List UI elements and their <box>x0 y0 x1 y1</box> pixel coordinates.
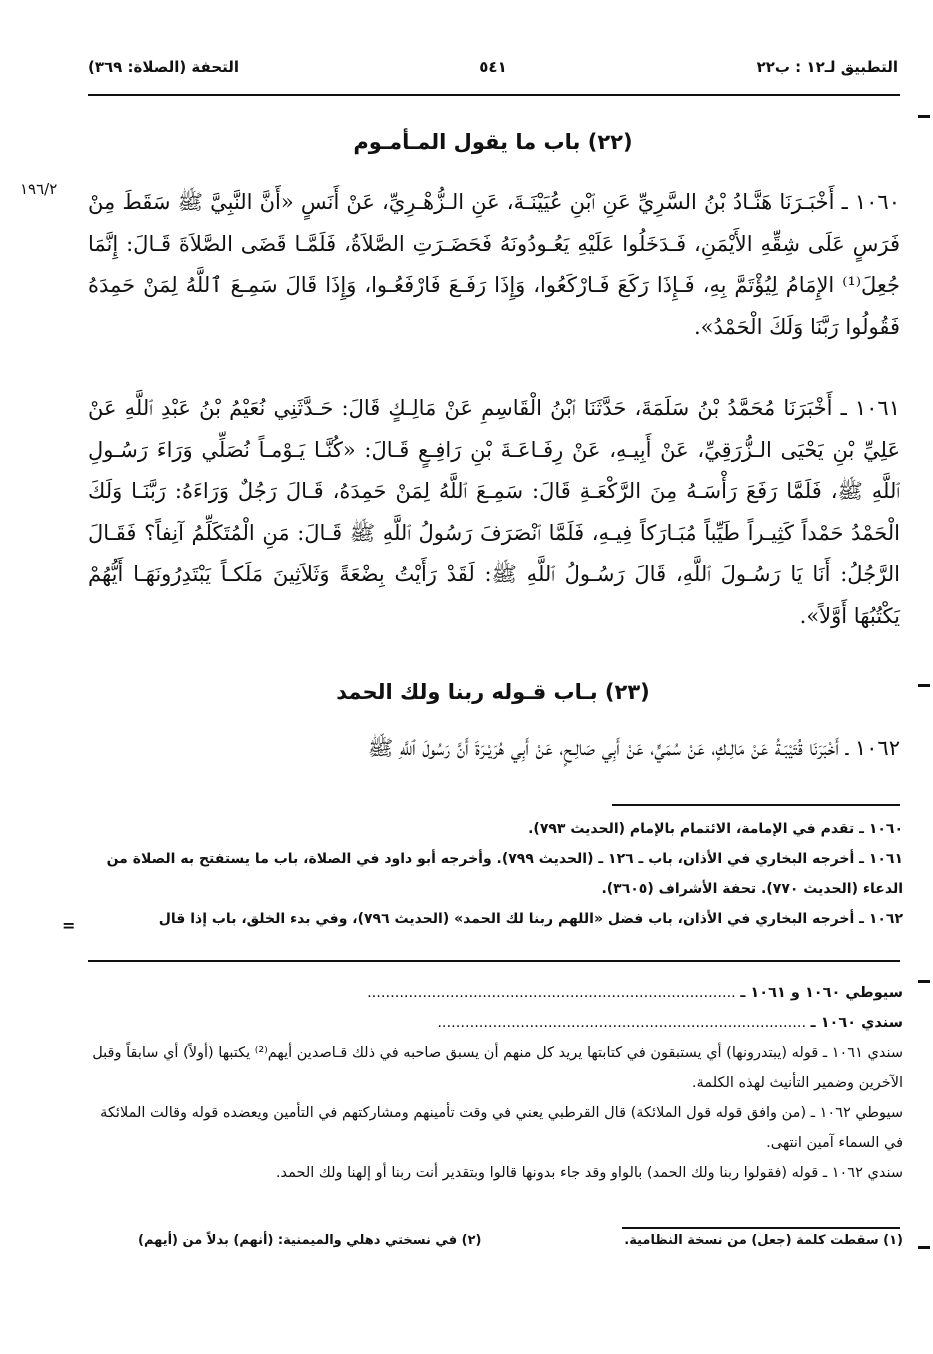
commentary-label: سندي ١٠٦٠ ـ <box>810 1015 903 1031</box>
takhrij-footnotes <box>88 814 903 934</box>
hadith-1060 <box>88 182 900 348</box>
footnote-1060: ١٠٦٠ ـ تقدم في الإمامة، الائتمام بالإمام (الحديث ٧٩٣). <box>528 821 903 837</box>
hadith-1062-text: ١٠٦٢ ـ أَخْبَرَنَا قُتَيْبَـةُ عَنْ مَالِـكٍ، عَنْ سُمَيٍّ، عَنْ أَبِي صَالِـحٍ، عَنْ أَبِي هُرَيْـرَةَ أَنَّ رَسُولَ ٱللَّهِ ﷺ <box>367 736 900 760</box>
hadith-1062 <box>88 728 900 770</box>
section-heading-23: (٢٣) بـاب قـوله ربنا ولك الحمد <box>336 680 650 704</box>
scan-edge-mark <box>918 115 930 118</box>
header-rule <box>88 94 900 96</box>
section-heading-22: (٢٢) باب ما يقول المـأمـوم <box>353 130 633 154</box>
margin-reference: ١٩٦/٢ <box>20 180 58 198</box>
commentary-suyuti-1060-1061 <box>88 978 903 1008</box>
header-chapter-ref: التطبيق لـ١٢ : ب٢٢ <box>756 58 898 76</box>
commentary-section <box>88 978 903 1188</box>
scan-edge-mark <box>918 980 930 983</box>
running-header <box>88 58 898 88</box>
commentary-suyuti-1062: سيوطي ١٠٦٢ ـ (من وافق قوله قول الملائكة) قال القرطبي يعني في وقت تأمينهم ومشاركتهم في التأمين ويعضده قوله وقالت الملائكة في السماء آمين انتهى. <box>100 1105 903 1151</box>
variant-notes <box>88 1233 903 1263</box>
commentary-label: سيوطي ١٠٦٠ و ١٠٦١ ـ <box>740 985 903 1001</box>
footnote-1061: ١٠٦١ ـ أخرجه البخاري في الأذان، باب ـ ١٢٦ ـ (الحديث ٧٩٩). وأخرجه أبو داود في الصلاة، باب ما يستفتح به الصلاة من الدعاء (الحديث ٧٧٠). تحفة الأشراف (٣٦٠٥). <box>106 851 903 897</box>
scan-edge-mark <box>918 1246 930 1249</box>
hadith-1061 <box>88 388 900 637</box>
bottom-notes-divider <box>622 1227 900 1229</box>
dot-leader: ................................................................................ <box>437 1015 807 1031</box>
hadith-1060-text: ١٠٦٠ ـ أَخْبَـرَنَا هَنَّـادُ بْنُ السَّرِيِّ عَنِ ٱبْنِ عُيَيْنَـةَ، عَنِ الـزُّهْـرِيِّ، عَنْ أَنَسٍ «أَنَّ النَّبِيَّ ﷺ سَقَطَ مِنْ فَرَسٍ عَلَى شِقِّهِ الأَيْمَنِ، فَـدَخَلُوا عَلَيْهِ يَعُـودُونَهُ فَحَضَـرَتِ الصَّلاَةُ، فَلَمَّـا قَضَى الصَّلاَةَ قَـالَ: إِنَّمَا جُعِلَ⁽¹⁾ الإِمَامُ لِيُؤْتَمَّ بِهِ، فَـإِذَا رَكَعَ فَـارْكَعُوا، وَإِذَا رَفَـعَ فَارْفَعُـوا، وَإِذَا قَالَ سَمِـعَ ٱللَّهُ لِمَنْ حَمِدَهُ فَقُولُوا رَبَّنَا وَلَكَ الْحَمْدُ». <box>88 190 900 339</box>
commentary-sindi-1060 <box>88 1008 903 1038</box>
footnote-1062: ١٠٦٢ ـ أخرجه البخاري في الأذان، باب فضل «اللهم ربنا لك الحمد» (الحديث ٧٩٦)، وفي بدء الخلق، باب إذا قال <box>158 911 903 927</box>
variant-note-1: (١) سقطت كلمة (جعل) من نسخة النظامية. <box>624 1233 903 1248</box>
page-number: ٥٤١ <box>479 58 507 76</box>
scan-edge-mark <box>918 684 930 687</box>
header-tuhfa-ref: التحفة (الصلاة: ٣٦٩) <box>88 58 240 76</box>
commentary-sindi-1061: سندي ١٠٦١ ـ قوله (يبتدرونها) أي يستبقون في كتابتها يريد كل منهم أن يسبق صاحبه في ذلك قـاصدين أيهم⁽²⁾ يكتبها (أولاً) أي سابقاً وقبل الآخرين وضمير التأنيث لهذه الكلمة. <box>92 1045 903 1091</box>
dot-leader: ................................................................................ <box>367 985 736 1001</box>
hadith-1061-text: ١٠٦١ ـ أَخْبَرَنَا مُحَمَّدُ بْنُ سَلَمَةَ، حَدَّثَنَا ٱبْنُ الْقَاسِمِ عَنْ مَالِـكٍ قَالَ: حَـدَّثَنِي نُعَيْمُ بْنُ عَبْدِ ٱللَّهِ عَنْ عَلِيِّ بْنِ يَحْيَى الـزُّرَقِيِّ، عَنْ أَبِيـهِ، عَنْ رِفَـاعَـةَ بْنِ رَافِـعٍ قَـالَ: «كُنَّـا يَـوْمـاً نُصَلِّي وَرَاءَ رَسُـولِ ٱللَّهِ ﷺ، فَلَمَّا رَفَعَ رَأْسَـهُ مِنَ الرَّكْعَـةِ قَالَ: سَمِـعَ ٱللَّهُ لِمَنْ حَمِدَهُ، قَـالَ رَجُلٌ وَرَاءَهُ: رَبَّنَـا وَلَكَ الْحَمْدُ حَمْداً كَثِيـراً طَيِّباً مُبَـارَكاً فِيـهِ، فَلَمَّا ٱنْصَرَفَ رَسُولُ ٱللَّهِ ﷺ قَـالَ: مَنِ الْمُتَكَلِّمُ آنِفاً؟ فَقَـالَ الرَّجُلُ: أَنَا يَا رَسُـولَ ٱللَّهِ، قَالَ رَسُـولُ ٱللَّهِ ﷺ: لَقَدْ رَأَيْتُ بِضْعَةً وَثَلاَثِينَ مَلَكـاً يَبْتَدِرُونَهَـا أَيُّهُمْ يَكْتُبُهَا أَوَّلاً». <box>88 396 900 628</box>
variant-note-2: (٢) في نسختي دهلي والميمنية: (أنهم) بدلاً من (أيهم) <box>138 1233 482 1248</box>
continued-mark: = <box>62 916 76 935</box>
commentary-rule <box>88 960 900 962</box>
footnote-divider <box>612 804 900 806</box>
commentary-sindi-1062: سندي ١٠٦٢ ـ قوله (فقولوا ربنا ولك الحمد) بالواو وقد جاء بدونها قالوا وبتقدير أنت ربنا أو إلهنا ولك الحمد. <box>275 1165 903 1181</box>
